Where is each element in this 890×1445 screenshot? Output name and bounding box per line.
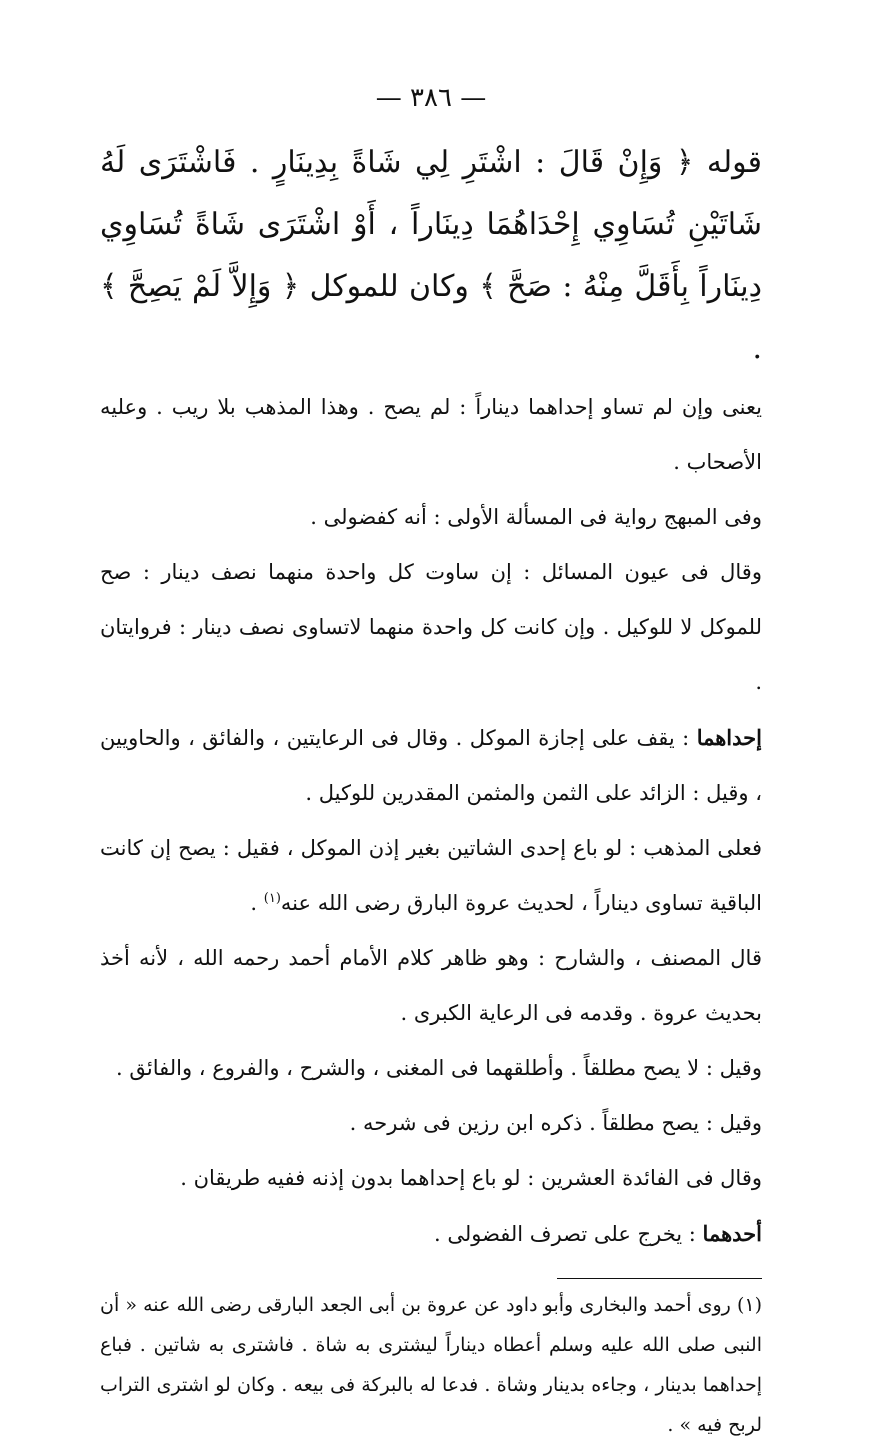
footnote: (١) روى أحمد والبخارى وأبو داود عن عروة بن أبى الجعد البارقى رضى الله عنه « أن النبى صلى الله عليه وسلم أعطاه ديناراً ليشترى به شاة . فاشترى به شاتين . فباع إحداهما بدينار ، وجاءه بدينار وشاة . فدعا له بالبركة فى بيعه . وكان لو اشترى التراب لربح فيه » .: [100, 1294, 762, 1436]
paragraph: يعنى وإن لم تساو إحداهما ديناراً : لم يصح . وهذا المذهب بلا ريب . وعليه الأصحاب .: [100, 395, 762, 474]
paragraph-ahaduhuma: [100, 1206, 762, 1262]
paragraph: وقيل : لا يصح مطلقاً . وأطلقهما فى المغنى ، والشرح ، والفروع ، والفائق .: [116, 1056, 762, 1080]
lead-word: إحداهما: [696, 725, 762, 750]
matn-text: قوله ﴿ وَإِنْ قَالَ : اشْتَرِ لِي شَاةً بِدِينَارٍ . فَاشْتَرَى لَهُ شَاتَيْنِ تُسَاوِي إِحْدَاهُمَا دِينَاراً ، أَوْ اشْتَرَى شَاةً تُسَاوِي دِينَاراً بِأَقَلَّ مِنْهُ : صَحَّ ﴾ وكان للموكل ﴿ وَإِلاَّ لَمْ يَصِحَّ ﴾ .: [100, 145, 762, 366]
paragraph-text: : يخرج على تصرف الفضولى .: [433, 1222, 696, 1246]
paragraph-text: : يقف على إجازة الموكل . وقال فى الرعايتين ، والفائق ، والحاويين ، وقيل : الزائد على الثمن والمثمن المقدرين للوكيل .: [100, 726, 762, 805]
paragraph: وفى المبهج رواية فى المسألة الأولى : أنه كفضولى .: [310, 505, 762, 529]
page-number: — ٣٨٦ —: [375, 83, 487, 113]
paragraph: وقال فى عيون المسائل : إن ساوت كل واحدة منهما نصف دينار : صح للموكل لا للوكيل . وإن كانت كل واحدة منهما لاتساوى نصف دينار : فروايتان .: [100, 560, 762, 694]
lead-word: أحدهما: [702, 1221, 762, 1246]
paragraph: قال المصنف ، والشارح : وهو ظاهر كلام الأمام أحمد رحمه الله ، لأنه أخذ بحديث عروة . وقدمه فى الرعاية الكبرى .: [100, 946, 762, 1025]
footnote-divider: [557, 1278, 762, 1279]
paragraph-hadith-ref: [100, 821, 762, 931]
paragraph-ihdahuma: [100, 710, 762, 821]
paragraph-end: .: [250, 891, 258, 915]
paragraph: وقال فى الفائدة العشرين : لو باع إحداهما بدون إذنه ففيه طريقان .: [180, 1166, 762, 1190]
paragraph: وقيل : يصح مطلقاً . ذكره ابن رزين فى شرحه .: [349, 1111, 762, 1135]
paragraph-text: فعلى المذهب : لو باع إحدى الشاتين بغير إذن الموكل ، فقيل : يصح إن كانت الباقية تساوى ديناراً ، لحديث عروة البارق رضى الله عنه: [100, 836, 762, 915]
footnote-reference[interactable]: (١): [263, 891, 281, 906]
